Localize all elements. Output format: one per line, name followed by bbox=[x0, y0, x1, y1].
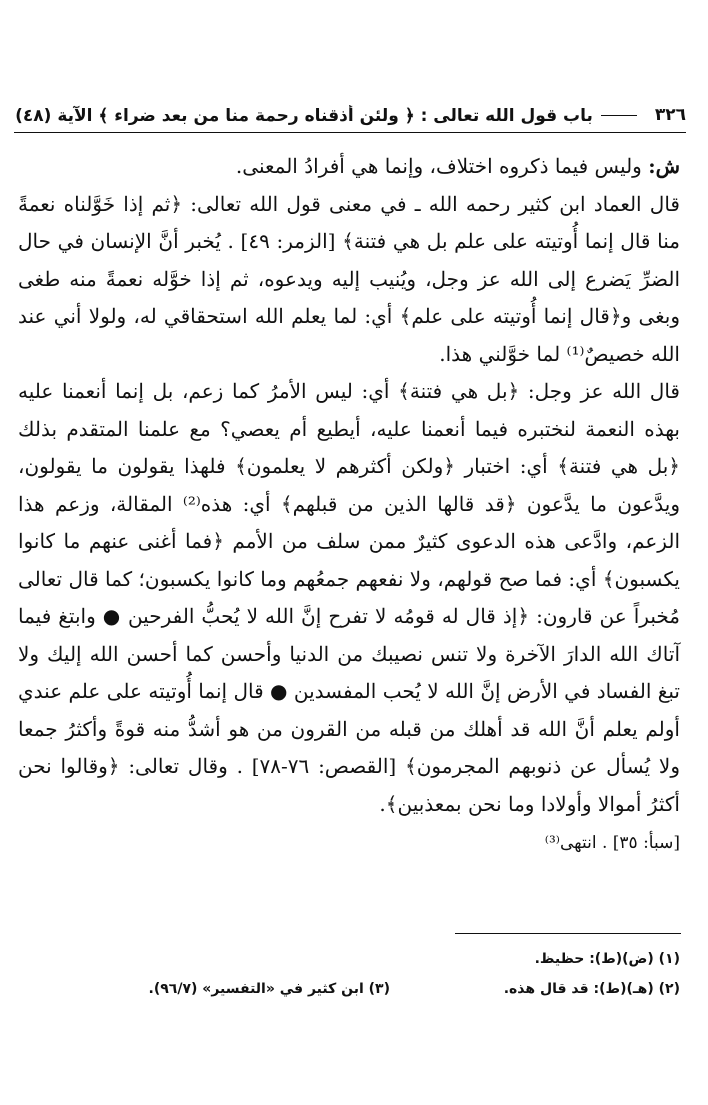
footnote-row bbox=[100, 944, 680, 974]
paragraph-2: قال العماد ابن كثير رحمه الله ـ في معنى قول الله تعالى: ﴿ثم إذا خَوَّلناه نعمةً منا قال إنما أُوتيته على علم بل هي فتنة﴾ [الزمر: ٤٩] . يُخبر أنَّ الإنسان في حال الضرِّ يَضرع إلى الله عز وجل، ويُنيب إليه ويدعوه، ثم إذا خوَّله نعمةً منه طغى وبغى و﴿قال إنما أُوتيته على علم﴾ أي: لما يعلم الله استحقاقي له، ولولا أني عند الله خصيصٌ⁽¹⁾ لما خوَّلني هذا. bbox=[18, 191, 680, 366]
running-header bbox=[14, 98, 686, 133]
paragraph-3: قال الله عز وجل: ﴿بل هي فتنة﴾ أي: ليس الأمرُ كما زعم، بل إنما أنعمنا عليه بهذه النعمة لنختبره فيما أنعمنا عليه، أيطيع أم يعصي؟ مع علمنا المتقدم بذلك ﴿بل هي فتنة﴾ أي: اختبار ﴿ولكن أكثرهم لا يعلمون﴾ فلهذا يقولون ما يقولون، ويدَّعون ما يدَّعون ﴿قد قالها الذين من قبلهم﴾ أي: هذه⁽²⁾ المقالة، وزعم هذا الزعم، وادَّعى هذه الدعوى كثيرٌ ممن سلف من الأمم ﴿فما أغنى عنهم ما كانوا يكسبون﴾ أي: فما صح قولهم، ولا نفعهم جمعُهم وما كانوا يكسبون؛ كما قال تعالى مُخبراً عن قارون: ﴿إذ قال له قومُه لا تفرح إنَّ الله لا يُحبُّ الفرحين ● وابتغ فيما آتاك الله الدارَ الآخرة ولا تنس نصيبك من الدنيا وأحسن كما أحسن الله إليك ولا تبغ الفساد في الأرض إنَّ الله لا يُحب المفسدين ● قال إنما أُوتيته على علم عندي أولم يعلم أنَّ الله قد أهلك من قبله من القرون من هو أشدُّ منه قوةً وأكثرُ جمعا ولا يُسأل عن ذنوبهم المجرمون﴾ [القصص: ٧٦-٧٨] . وقال تعالى: ﴿وقالوا نحن أكثرُ أموالا وأولادا وما نحن بمعذبين﴾. bbox=[18, 379, 681, 816]
header-dash bbox=[601, 115, 637, 116]
paragraph-1-text: وليس فيما ذكروه اختلاف، وإنما هي أفرادُ المعنى. bbox=[235, 154, 642, 178]
footnote-row bbox=[100, 974, 680, 1004]
page-number: ٣٢٦ bbox=[654, 105, 686, 125]
footnote-divider bbox=[455, 933, 681, 934]
footnote-1: (١) (ض)(ط): حظيظ. bbox=[534, 951, 680, 967]
chapter-title: باب قول الله تعالى : ﴿ ولئن أذقناه رحمة منا من بعد ضراء ﴾ الآية (٤٨) bbox=[15, 105, 593, 126]
paragraph-1 bbox=[18, 148, 680, 186]
footnote-2: (٢) (هـ)(ط): قد قال هذه. bbox=[503, 981, 680, 997]
paragraph-4: [سبأ: ٣٥] . انتهى⁽³⁾ bbox=[544, 833, 680, 853]
footnote-3: (٣) ابن كثير في «التفسير» (٩٦/٧). bbox=[148, 981, 390, 997]
commentary-marker: ش: bbox=[648, 154, 680, 178]
main-text bbox=[18, 148, 680, 863]
footnotes bbox=[100, 944, 680, 1004]
